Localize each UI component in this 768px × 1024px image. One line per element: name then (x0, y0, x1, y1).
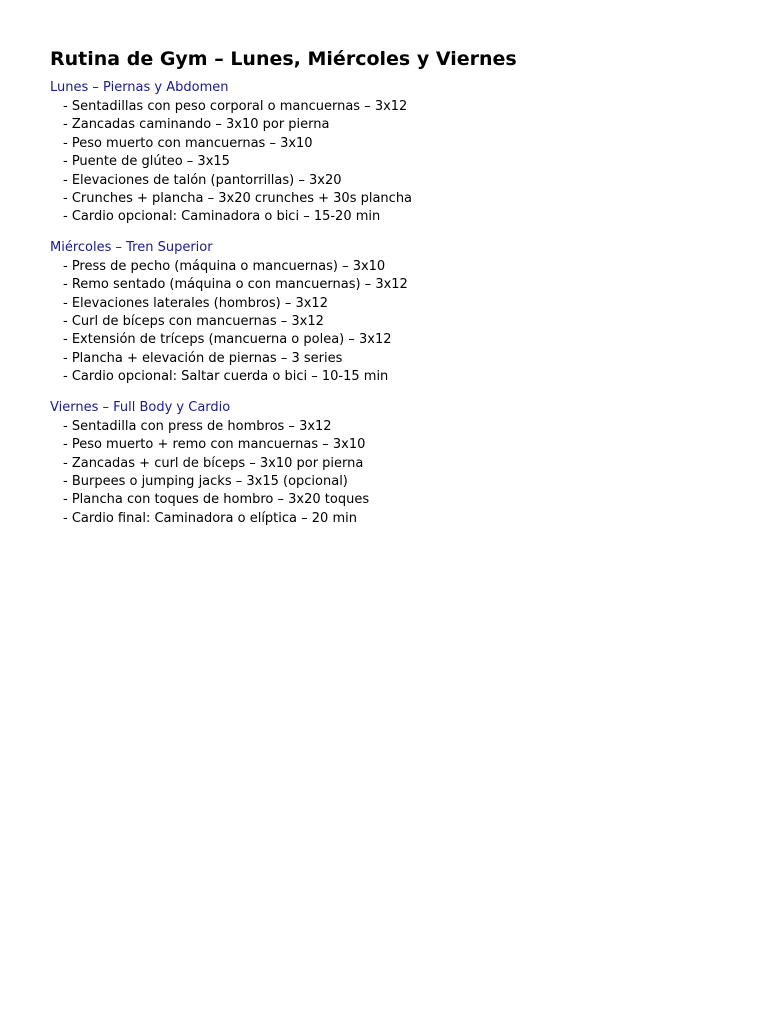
section-heading: Lunes – Piernas y Abdomen (50, 80, 229, 95)
exercise-list (50, 258, 740, 387)
list-item: - Burpees o jumping jacks – 3x15 (opcional) (63, 473, 348, 489)
exercise-list (50, 418, 740, 528)
exercise-list (50, 98, 740, 227)
list-item: - Zancadas + curl de bíceps – 3x10 por pierna (63, 455, 364, 471)
list-item: - Crunches + plancha – 3x20 crunches + 30s plancha (63, 191, 413, 207)
list-item: - Sentadilla con press de hombros – 3x12 (63, 418, 332, 434)
list-item: - Cardio opcional: Caminadora o bici – 15-20 min (63, 209, 381, 225)
list-item: - Plancha con toques de hombro – 3x20 toques (63, 492, 370, 508)
section-heading: Viernes – Full Body y Cardio (50, 399, 231, 415)
document-title: Rutina de Gym – Lunes, Miércoles y Viernes (50, 48, 517, 70)
list-item: - Cardio opcional: Saltar cuerda o bici – 10-15 min (63, 369, 389, 385)
section-lunes (50, 79, 740, 227)
section-viernes (50, 399, 740, 528)
list-item: - Plancha + elevación de piernas – 3 series (63, 350, 343, 366)
list-item: - Curl de bíceps con mancuernas – 3x12 (63, 314, 324, 330)
list-item: - Zancadas caminando – 3x10 por pierna (63, 117, 330, 133)
list-item: - Peso muerto con mancuernas – 3x10 (63, 135, 313, 151)
section-miercoles (50, 239, 740, 387)
list-item: - Extensión de tríceps (mancuerna o polea) – 3x12 (63, 332, 392, 348)
section-heading: Miércoles – Tren Superior (50, 239, 213, 255)
list-item: - Remo sentado (máquina o con mancuernas) – 3x12 (63, 277, 408, 293)
document-page (50, 46, 740, 540)
list-item: - Press de pecho (máquina o mancuernas) – 3x10 (63, 258, 386, 274)
list-item: - Cardio final: Caminadora o elíptica – 20 min (63, 510, 357, 526)
list-item: - Sentadillas con peso corporal o mancuernas – 3x12 (63, 99, 408, 114)
list-item: - Elevaciones laterales (hombros) – 3x12 (63, 295, 328, 311)
list-item: - Elevaciones de talón (pantorrillas) – 3x20 (63, 172, 342, 188)
list-item: - Peso muerto + remo con mancuernas – 3x10 (63, 437, 366, 453)
list-item: - Puente de glúteo – 3x15 (63, 154, 230, 170)
